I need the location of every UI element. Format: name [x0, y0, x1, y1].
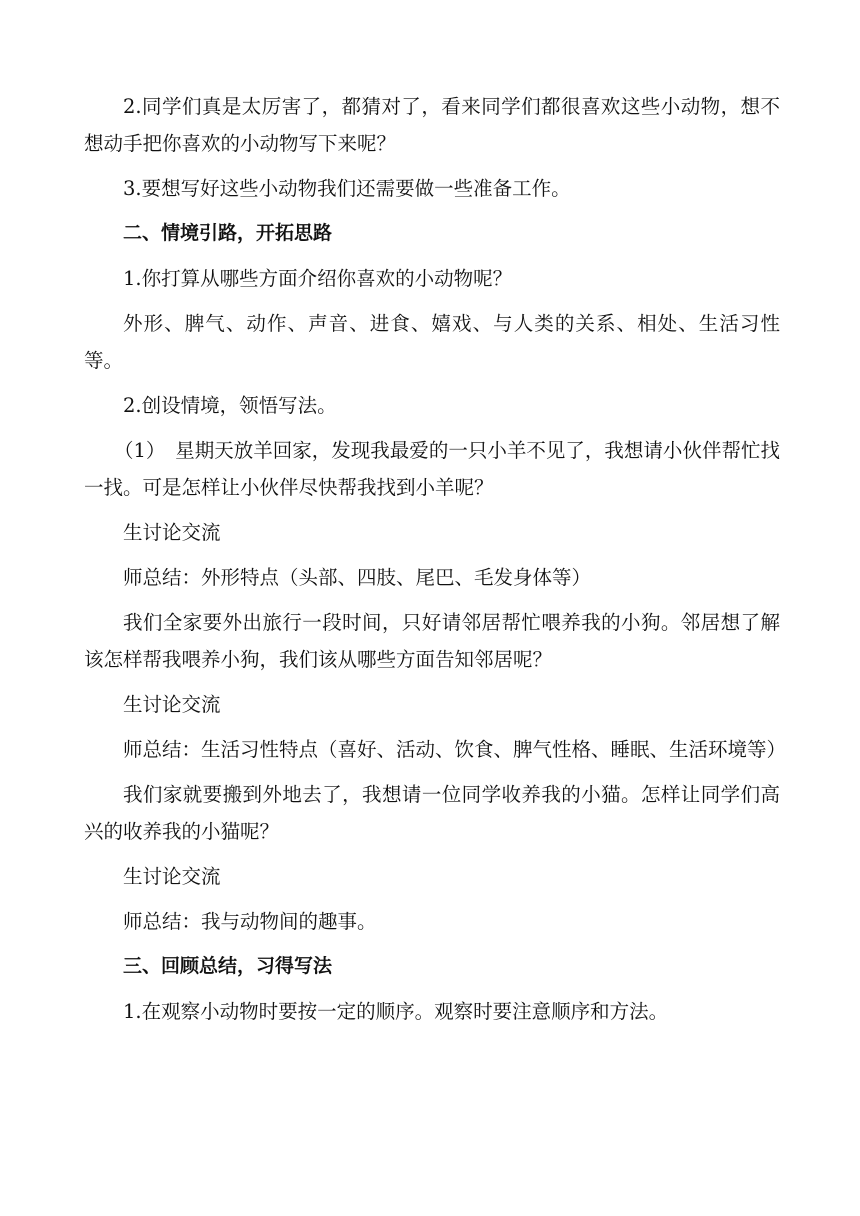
paragraph: 生讨论交流	[123, 693, 221, 716]
paragraph: 师总结：外形特点（头部、四肢、尾巴、毛发身体等）	[123, 566, 592, 589]
paragraph: 我们家就要搬到外地去了，我想请一位同学收养我的小猫。怎样让同学们高兴的收养我的小猫呢？	[84, 783, 780, 843]
section-heading: 三、回顾总结，习得写法	[123, 955, 333, 977]
paragraph: 1.你打算从哪些方面介绍你喜欢的小动物呢？	[123, 267, 513, 290]
paragraph: 1.在观察小动物时要按一定的顺序。观察时要注意顺序和方法。	[123, 1000, 669, 1023]
paragraph: 3.要想写好这些小动物我们还需要做一些准备工作。	[123, 177, 571, 200]
paragraph: 2.创设情境，领悟写法。	[123, 394, 337, 417]
paragraph: 生讨论交流	[123, 521, 221, 544]
paragraph: 2.同学们真是太厉害了，都猜对了，看来同学们都很喜欢这些小动物，想不想动手把你喜欢的小动物写下来呢？	[84, 95, 780, 155]
paragraph: 师总结：生活习性特点（喜好、活动、饮食、脾气性格、睡眠、生活环境等）	[123, 738, 787, 761]
paragraph: 师总结：我与动物间的趣事。	[123, 910, 377, 933]
paragraph: 生讨论交流	[123, 865, 221, 888]
paragraph: 外形、脾气、动作、声音、进食、嬉戏、与人类的关系、相处、生活习性等。	[84, 312, 780, 372]
paragraph: （1） 星期天放羊回家，发现我最爱的一只小羊不见了，我想请小伙伴帮忙找一找。可是怎样让小伙伴尽快帮我找到小羊呢？	[84, 439, 780, 499]
document-body	[84, 88, 787, 1038]
paragraph: 我们全家要外出旅行一段时间，只好请邻居帮忙喂养我的小狗。邻居想了解该怎样帮我喂养小狗，我们该从哪些方面告知邻居呢？	[84, 611, 780, 671]
section-heading: 二、情境引路，开拓思路	[123, 222, 333, 244]
